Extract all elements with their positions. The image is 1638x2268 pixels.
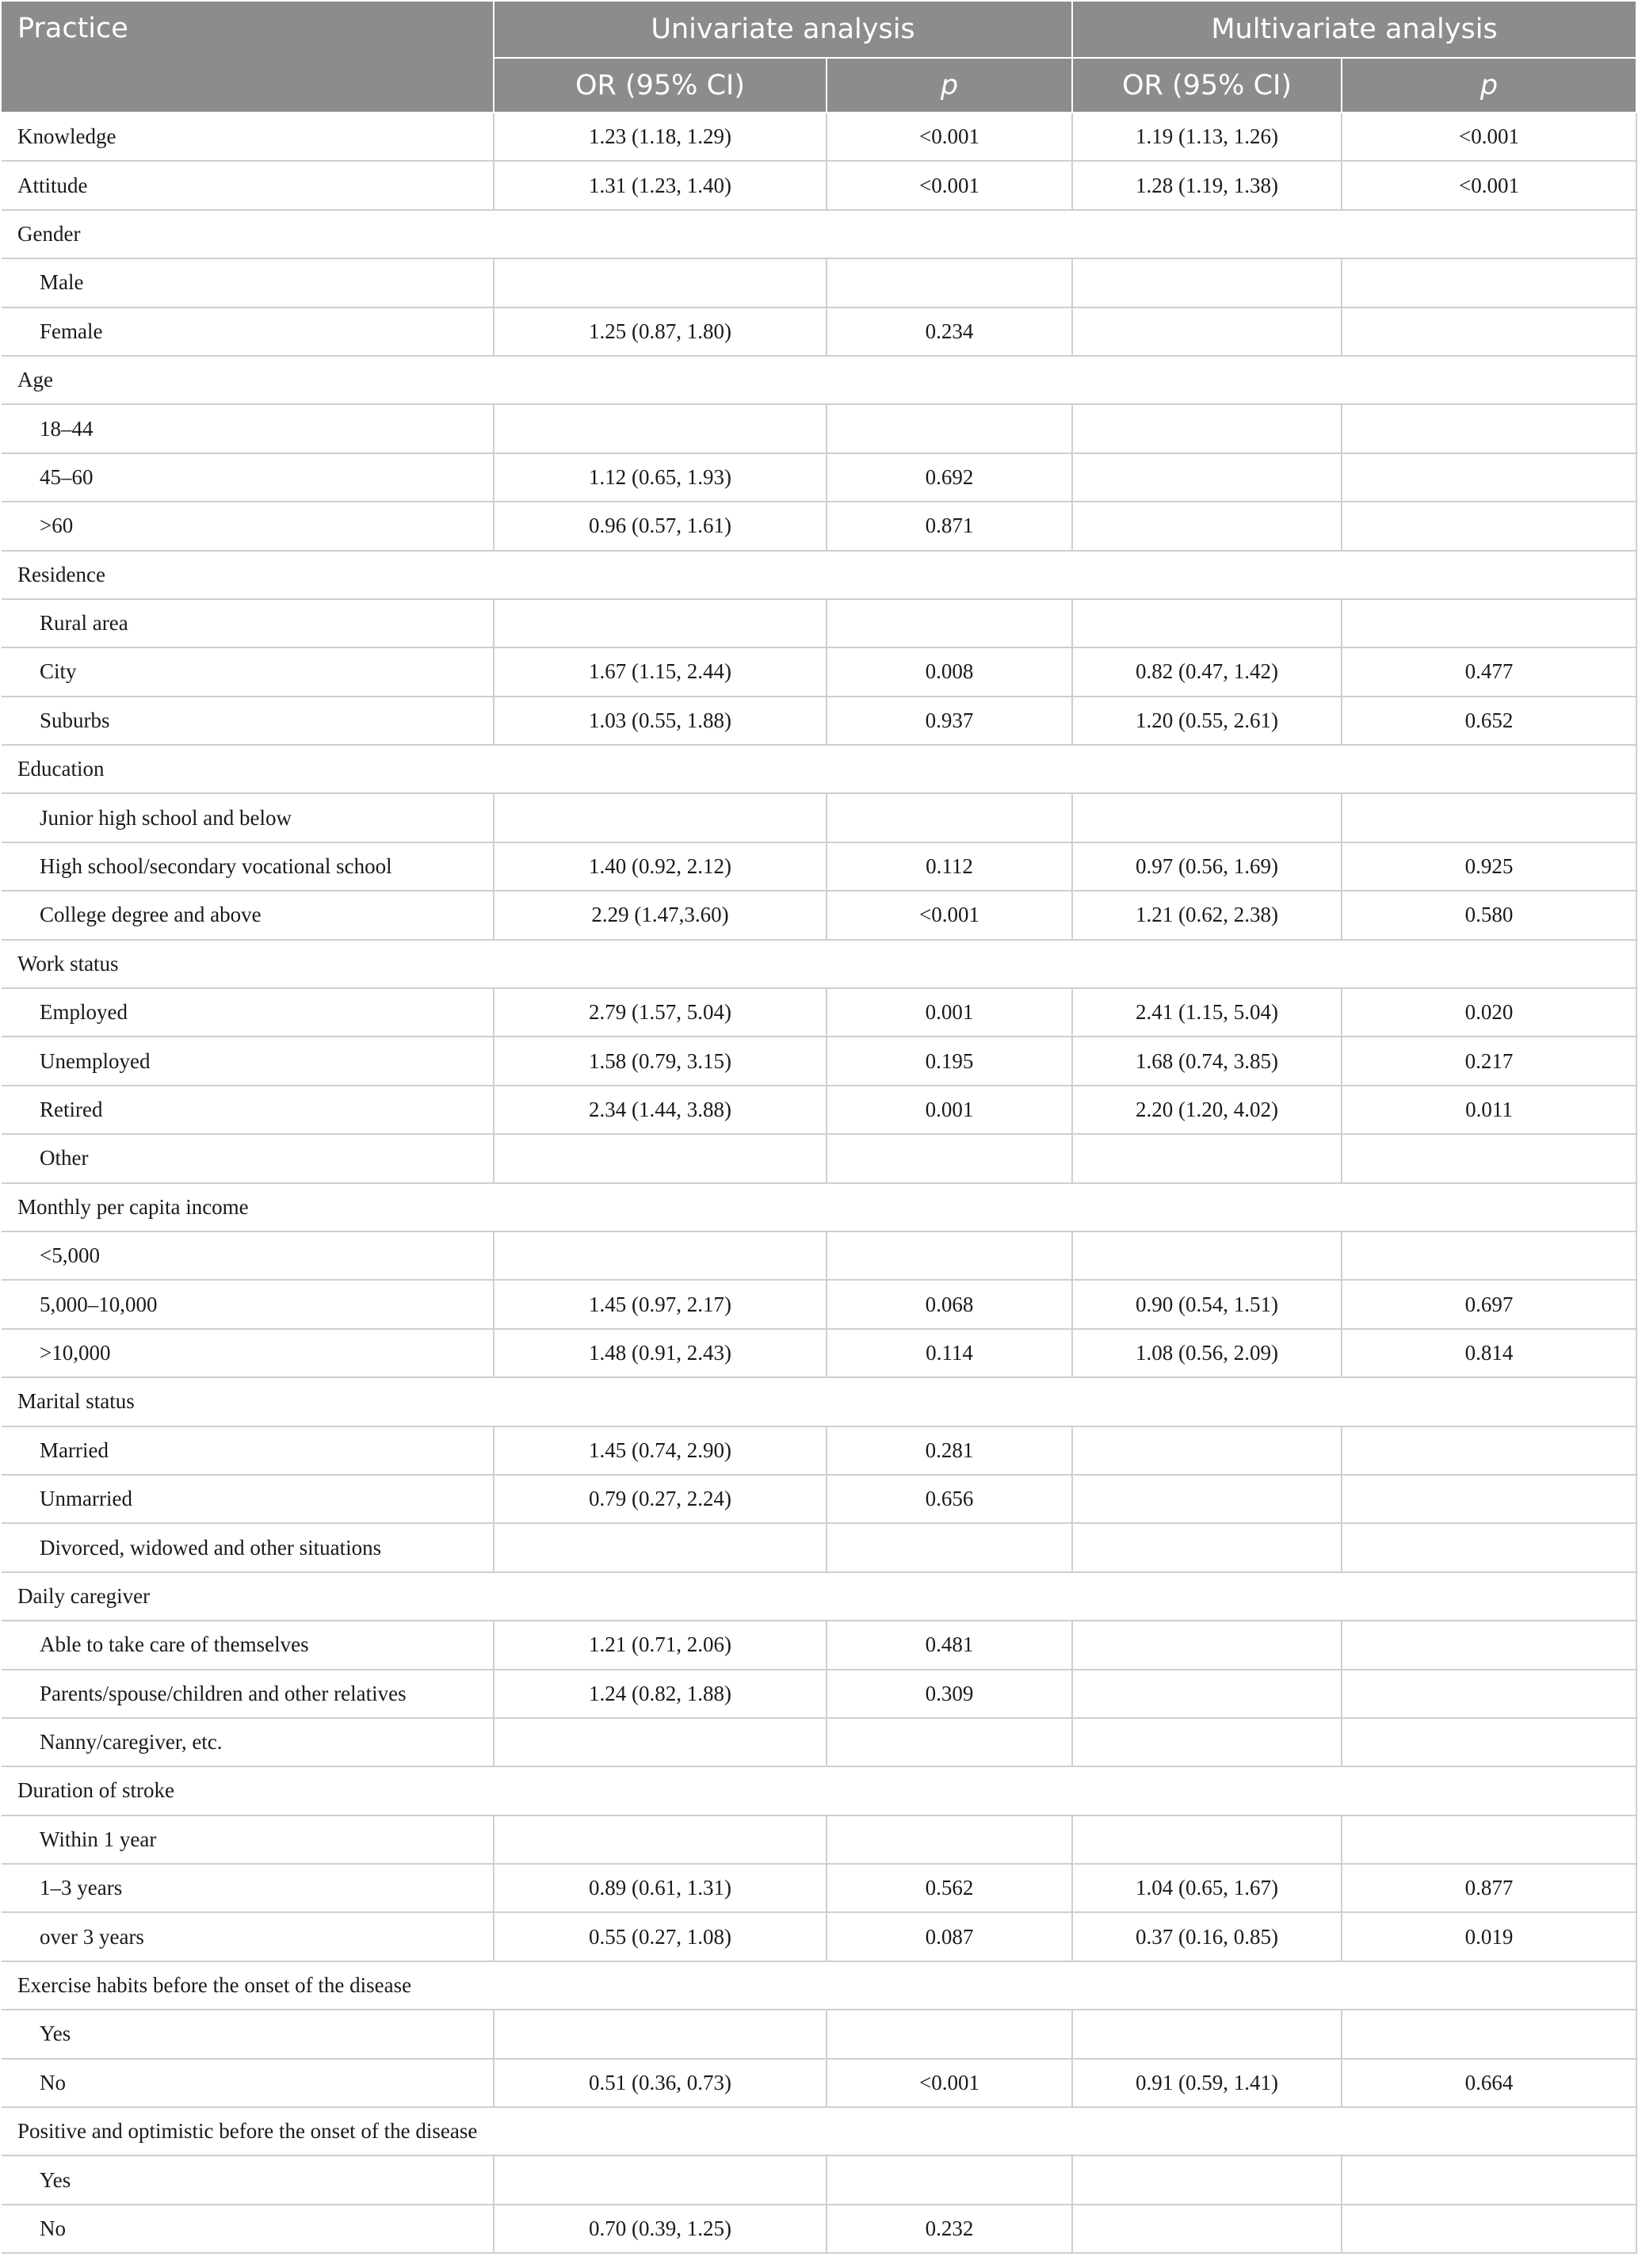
- multivariate-or-cell: [1072, 1670, 1342, 1718]
- row-label: over 3 years: [2, 1912, 494, 1961]
- regression-table: [2, 2, 1637, 2254]
- table-row: [2, 2059, 1636, 2107]
- univariate-or-cell: 1.67 (1.15, 2.44): [494, 647, 827, 696]
- univariate-p-cell: [827, 258, 1072, 307]
- univariate-p-cell: 0.656: [827, 1475, 1072, 1523]
- multivariate-or-cell: 1.20 (0.55, 2.61): [1072, 697, 1342, 745]
- multivariate-p-cell: 0.580: [1342, 891, 1636, 939]
- table-row: [2, 1086, 1636, 1134]
- multivariate-p-cell: [1342, 1134, 1636, 1182]
- multivariate-p-cell: 0.814: [1342, 1329, 1636, 1377]
- multivariate-or-cell: [1072, 599, 1342, 647]
- multivariate-p-cell: 0.217: [1342, 1037, 1636, 1085]
- multivariate-p-cell: [1342, 1670, 1636, 1718]
- table-row: [2, 1037, 1636, 1085]
- table-row: [2, 1280, 1636, 1328]
- table-group-row: [2, 356, 1636, 404]
- univariate-or-cell: [494, 1231, 827, 1280]
- univariate-p-cell: [827, 599, 1072, 647]
- table-row: [2, 1523, 1636, 1571]
- univariate-or-cell: [494, 258, 827, 307]
- header-univariate: Univariate analysis: [494, 2, 1072, 58]
- multivariate-p-cell: 0.011: [1342, 1086, 1636, 1134]
- univariate-or-cell: 1.31 (1.23, 1.40): [494, 161, 827, 209]
- table-row: [2, 1134, 1636, 1182]
- row-label: Yes: [2, 2155, 494, 2204]
- table-group-row: [2, 1766, 1636, 1815]
- univariate-or-cell: 0.79 (0.27, 2.24): [494, 1475, 827, 1523]
- univariate-p-cell: <0.001: [827, 113, 1072, 161]
- univariate-p-cell: <0.001: [827, 891, 1072, 939]
- univariate-or-cell: 1.21 (0.71, 2.06): [494, 1621, 827, 1669]
- multivariate-or-cell: 1.19 (1.13, 1.26): [1072, 113, 1342, 161]
- table-row: [2, 1864, 1636, 1912]
- multivariate-p-cell: [1342, 2205, 1636, 2253]
- table-row: [2, 647, 1636, 696]
- multivariate-p-cell: [1342, 793, 1636, 842]
- header-univariate-or: OR (95% CI): [494, 58, 827, 113]
- row-label: >10,000: [2, 1329, 494, 1377]
- univariate-or-cell: 2.29 (1.47,3.60): [494, 891, 827, 939]
- group-label: Education: [2, 745, 1636, 793]
- row-label: Junior high school and below: [2, 793, 494, 842]
- univariate-or-cell: 1.58 (0.79, 3.15): [494, 1037, 827, 1085]
- univariate-p-cell: 0.281: [827, 1426, 1072, 1475]
- table-row: [2, 1426, 1636, 1475]
- multivariate-p-cell: 0.477: [1342, 647, 1636, 696]
- univariate-or-cell: 1.45 (0.97, 2.17): [494, 1280, 827, 1328]
- multivariate-p-cell: [1342, 307, 1636, 356]
- multivariate-p-cell: 0.019: [1342, 1912, 1636, 1961]
- table-row: [2, 258, 1636, 307]
- row-label: Female: [2, 307, 494, 356]
- univariate-p-cell: 0.692: [827, 453, 1072, 502]
- row-label: <5,000: [2, 1231, 494, 1280]
- table-row: [2, 1718, 1636, 1766]
- univariate-p-cell: <0.001: [827, 2059, 1072, 2107]
- multivariate-or-cell: 0.91 (0.59, 1.41): [1072, 2059, 1342, 2107]
- multivariate-or-cell: [1072, 2205, 1342, 2253]
- header-multivariate-or: OR (95% CI): [1072, 58, 1342, 113]
- header-practice: Practice: [2, 2, 494, 113]
- univariate-or-cell: [494, 1134, 827, 1182]
- multivariate-or-cell: [1072, 1134, 1342, 1182]
- row-label: Other: [2, 1134, 494, 1182]
- multivariate-or-cell: [1072, 2155, 1342, 2204]
- univariate-or-cell: 1.03 (0.55, 1.88): [494, 697, 827, 745]
- multivariate-or-cell: 0.97 (0.56, 1.69): [1072, 842, 1342, 891]
- table-row: [2, 1475, 1636, 1523]
- table-group-row: [2, 745, 1636, 793]
- table-row: [2, 793, 1636, 842]
- row-label: Nanny/caregiver, etc.: [2, 1718, 494, 1766]
- multivariate-p-cell: [1342, 404, 1636, 452]
- univariate-p-cell: <0.001: [827, 161, 1072, 209]
- table-row: [2, 1670, 1636, 1718]
- row-label: No: [2, 2059, 494, 2107]
- row-label: College degree and above: [2, 891, 494, 939]
- row-label: 1–3 years: [2, 1864, 494, 1912]
- univariate-p-cell: [827, 1718, 1072, 1766]
- row-label: High school/secondary vocational school: [2, 842, 494, 891]
- univariate-or-cell: 1.48 (0.91, 2.43): [494, 1329, 827, 1377]
- univariate-or-cell: [494, 404, 827, 452]
- univariate-or-cell: 1.25 (0.87, 1.80): [494, 307, 827, 356]
- multivariate-p-cell: 0.697: [1342, 1280, 1636, 1328]
- univariate-p-cell: [827, 1523, 1072, 1571]
- univariate-or-cell: [494, 2155, 827, 2204]
- multivariate-p-cell: [1342, 1718, 1636, 1766]
- multivariate-p-cell: [1342, 502, 1636, 550]
- table-row: [2, 502, 1636, 550]
- group-label: Daily caregiver: [2, 1572, 1636, 1621]
- row-label: 18–44: [2, 404, 494, 452]
- row-label: Unmarried: [2, 1475, 494, 1523]
- multivariate-or-cell: 1.28 (1.19, 1.38): [1072, 161, 1342, 209]
- univariate-p-cell: 0.309: [827, 1670, 1072, 1718]
- table-row: [2, 599, 1636, 647]
- univariate-p-cell: 0.087: [827, 1912, 1072, 1961]
- row-label: City: [2, 647, 494, 696]
- multivariate-p-cell: [1342, 599, 1636, 647]
- row-label: Within 1 year: [2, 1816, 494, 1864]
- row-label: >60: [2, 502, 494, 550]
- univariate-p-cell: 0.114: [827, 1329, 1072, 1377]
- multivariate-p-cell: [1342, 1426, 1636, 1475]
- multivariate-or-cell: [1072, 2010, 1342, 2058]
- multivariate-or-cell: 0.82 (0.47, 1.42): [1072, 647, 1342, 696]
- table-group-row: [2, 210, 1636, 258]
- univariate-p-cell: 0.001: [827, 1086, 1072, 1134]
- row-label: Knowledge: [2, 113, 494, 161]
- group-label: Exercise habits before the onset of the disease: [2, 1961, 1636, 2010]
- multivariate-or-cell: [1072, 1718, 1342, 1766]
- univariate-p-cell: 0.562: [827, 1864, 1072, 1912]
- table-row: [2, 697, 1636, 745]
- univariate-p-cell: [827, 793, 1072, 842]
- univariate-or-cell: 0.96 (0.57, 1.61): [494, 502, 827, 550]
- univariate-p-cell: 0.937: [827, 697, 1072, 745]
- univariate-or-cell: 1.40 (0.92, 2.12): [494, 842, 827, 891]
- table-row: [2, 161, 1636, 209]
- multivariate-or-cell: 2.20 (1.20, 4.02): [1072, 1086, 1342, 1134]
- group-label: Work status: [2, 940, 1636, 988]
- table-row: [2, 113, 1636, 161]
- row-label: No: [2, 2205, 494, 2253]
- univariate-or-cell: [494, 2010, 827, 2058]
- multivariate-or-cell: [1072, 1475, 1342, 1523]
- row-label: Divorced, widowed and other situations: [2, 1523, 494, 1571]
- table-body: [2, 113, 1636, 2253]
- table-row: [2, 2155, 1636, 2204]
- univariate-or-cell: [494, 599, 827, 647]
- multivariate-or-cell: 1.04 (0.65, 1.67): [1072, 1864, 1342, 1912]
- row-label: Yes: [2, 2010, 494, 2058]
- multivariate-or-cell: 0.37 (0.16, 0.85): [1072, 1912, 1342, 1961]
- univariate-or-cell: 1.45 (0.74, 2.90): [494, 1426, 827, 1475]
- row-label: Suburbs: [2, 697, 494, 745]
- univariate-or-cell: [494, 1523, 827, 1571]
- multivariate-p-cell: [1342, 2010, 1636, 2058]
- table-row: [2, 1329, 1636, 1377]
- univariate-or-cell: 0.51 (0.36, 0.73): [494, 2059, 827, 2107]
- multivariate-p-cell: 0.652: [1342, 697, 1636, 745]
- table-row: [2, 1231, 1636, 1280]
- group-label: Age: [2, 356, 1636, 404]
- multivariate-p-cell: <0.001: [1342, 113, 1636, 161]
- multivariate-or-cell: [1072, 258, 1342, 307]
- table-group-row: [2, 1183, 1636, 1231]
- row-label: Married: [2, 1426, 494, 1475]
- multivariate-or-cell: 1.21 (0.62, 2.38): [1072, 891, 1342, 939]
- univariate-p-cell: 0.234: [827, 307, 1072, 356]
- table-group-row: [2, 551, 1636, 599]
- univariate-or-cell: [494, 1816, 827, 1864]
- univariate-p-cell: [827, 1816, 1072, 1864]
- row-label: 5,000–10,000: [2, 1280, 494, 1328]
- multivariate-or-cell: 1.68 (0.74, 3.85): [1072, 1037, 1342, 1085]
- univariate-p-cell: 0.195: [827, 1037, 1072, 1085]
- table-row: [2, 2010, 1636, 2058]
- multivariate-or-cell: [1072, 1231, 1342, 1280]
- table-row: [2, 1621, 1636, 1669]
- table-row: [2, 453, 1636, 502]
- group-label: Positive and optimistic before the onset of the disease: [2, 2107, 1636, 2155]
- multivariate-p-cell: [1342, 453, 1636, 502]
- univariate-p-cell: [827, 2155, 1072, 2204]
- row-label: Attitude: [2, 161, 494, 209]
- univariate-or-cell: 0.55 (0.27, 1.08): [494, 1912, 827, 1961]
- header-multivariate-p: p: [1342, 58, 1636, 113]
- multivariate-or-cell: [1072, 453, 1342, 502]
- univariate-or-cell: 2.79 (1.57, 5.04): [494, 988, 827, 1037]
- univariate-or-cell: [494, 1718, 827, 1766]
- group-label: Monthly per capita income: [2, 1183, 1636, 1231]
- row-label: Male: [2, 258, 494, 307]
- multivariate-or-cell: [1072, 1523, 1342, 1571]
- univariate-or-cell: 2.34 (1.44, 3.88): [494, 1086, 827, 1134]
- table-row: [2, 891, 1636, 939]
- multivariate-p-cell: [1342, 1231, 1636, 1280]
- multivariate-or-cell: [1072, 1426, 1342, 1475]
- multivariate-or-cell: [1072, 1621, 1342, 1669]
- group-label: Residence: [2, 551, 1636, 599]
- univariate-p-cell: [827, 404, 1072, 452]
- univariate-or-cell: 1.23 (1.18, 1.29): [494, 113, 827, 161]
- multivariate-or-cell: [1072, 404, 1342, 452]
- table-row: [2, 1816, 1636, 1864]
- multivariate-p-cell: 0.877: [1342, 1864, 1636, 1912]
- multivariate-or-cell: [1072, 502, 1342, 550]
- multivariate-p-cell: [1342, 258, 1636, 307]
- univariate-p-cell: 0.232: [827, 2205, 1072, 2253]
- table-row: [2, 988, 1636, 1037]
- table-group-row: [2, 1961, 1636, 2010]
- row-label: Parents/spouse/children and other relatives: [2, 1670, 494, 1718]
- row-label: Employed: [2, 988, 494, 1037]
- univariate-or-cell: 1.24 (0.82, 1.88): [494, 1670, 827, 1718]
- univariate-or-cell: [494, 793, 827, 842]
- multivariate-p-cell: [1342, 1816, 1636, 1864]
- table-row: [2, 404, 1636, 452]
- table-group-row: [2, 1572, 1636, 1621]
- univariate-p-cell: [827, 1134, 1072, 1182]
- multivariate-or-cell: [1072, 1816, 1342, 1864]
- group-label: Duration of stroke: [2, 1766, 1636, 1815]
- header-univariate-p: p: [827, 58, 1072, 113]
- univariate-p-cell: 0.871: [827, 502, 1072, 550]
- multivariate-p-cell: [1342, 1475, 1636, 1523]
- table-group-row: [2, 1377, 1636, 1426]
- multivariate-or-cell: 1.08 (0.56, 2.09): [1072, 1329, 1342, 1377]
- table-row: [2, 2205, 1636, 2253]
- univariate-or-cell: 0.70 (0.39, 1.25): [494, 2205, 827, 2253]
- table-group-row: [2, 2107, 1636, 2155]
- univariate-p-cell: 0.001: [827, 988, 1072, 1037]
- header-multivariate: Multivariate analysis: [1072, 2, 1636, 58]
- multivariate-p-cell: [1342, 2155, 1636, 2204]
- multivariate-p-cell: 0.925: [1342, 842, 1636, 891]
- table-group-row: [2, 940, 1636, 988]
- univariate-p-cell: 0.008: [827, 647, 1072, 696]
- multivariate-p-cell: <0.001: [1342, 161, 1636, 209]
- univariate-or-cell: 0.89 (0.61, 1.31): [494, 1864, 827, 1912]
- row-label: Retired: [2, 1086, 494, 1134]
- row-label: 45–60: [2, 453, 494, 502]
- multivariate-or-cell: [1072, 793, 1342, 842]
- multivariate-p-cell: [1342, 1621, 1636, 1669]
- multivariate-p-cell: 0.664: [1342, 2059, 1636, 2107]
- univariate-p-cell: [827, 1231, 1072, 1280]
- row-label: Able to take care of themselves: [2, 1621, 494, 1669]
- group-label: Marital status: [2, 1377, 1636, 1426]
- multivariate-or-cell: 0.90 (0.54, 1.51): [1072, 1280, 1342, 1328]
- multivariate-p-cell: [1342, 1523, 1636, 1571]
- table-row: [2, 842, 1636, 891]
- multivariate-or-cell: 2.41 (1.15, 5.04): [1072, 988, 1342, 1037]
- univariate-p-cell: 0.068: [827, 1280, 1072, 1328]
- univariate-p-cell: 0.481: [827, 1621, 1072, 1669]
- table-header: [2, 2, 1636, 113]
- multivariate-or-cell: [1072, 307, 1342, 356]
- row-label: Unemployed: [2, 1037, 494, 1085]
- group-label: Gender: [2, 210, 1636, 258]
- row-label: Rural area: [2, 599, 494, 647]
- table-row: [2, 307, 1636, 356]
- univariate-or-cell: 1.12 (0.65, 1.93): [494, 453, 827, 502]
- table-row: [2, 1912, 1636, 1961]
- multivariate-p-cell: 0.020: [1342, 988, 1636, 1037]
- univariate-p-cell: [827, 2010, 1072, 2058]
- univariate-p-cell: 0.112: [827, 842, 1072, 891]
